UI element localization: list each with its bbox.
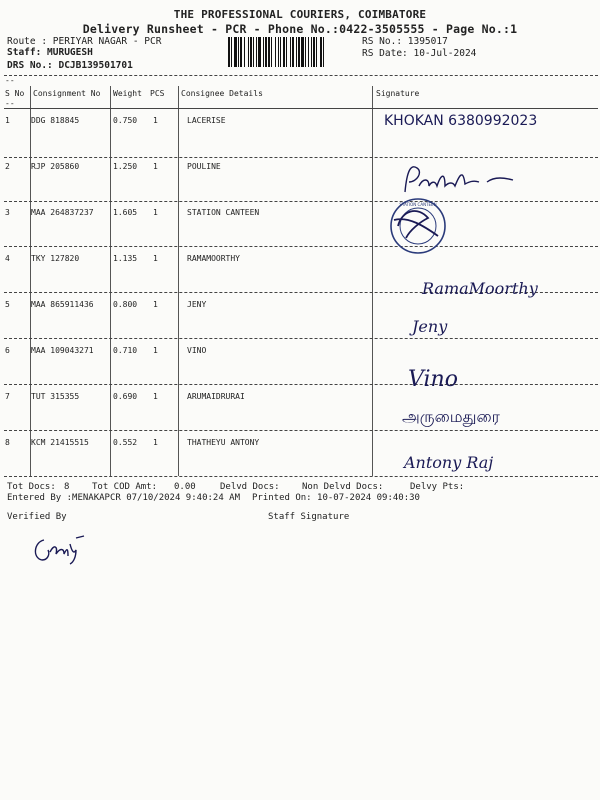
barcode-bar xyxy=(311,37,312,67)
row-weight: 0.800 xyxy=(113,300,138,309)
verifier-signature xyxy=(30,530,90,570)
column-divider xyxy=(30,86,31,476)
barcode-bar xyxy=(244,37,245,67)
company-title: THE PROFESSIONAL COURIERS, COIMBATORE xyxy=(173,8,427,21)
row-weight: 0.552 xyxy=(113,438,138,447)
rs-date: RS Date: 10-Jul-2024 xyxy=(362,48,477,59)
row-pcs: 1 xyxy=(153,162,158,171)
barcode-bar xyxy=(290,37,291,67)
row-consignee: ARUMAIDRURAI xyxy=(187,392,245,401)
staff-text: Staff: MURUGESH xyxy=(7,47,93,58)
row-consignment-no: DDG 818845 xyxy=(31,116,80,125)
row-pcs: 1 xyxy=(153,208,158,217)
row-consignee: LACERISE xyxy=(187,116,226,125)
row-divider xyxy=(4,246,598,247)
row-consignment-no: KCM 21415515 xyxy=(31,438,89,447)
row-consignment-no: MAA 109043271 xyxy=(31,346,94,355)
svg-text:STATION CANTEEN: STATION CANTEEN xyxy=(399,202,437,207)
signature-row-8 xyxy=(402,442,552,482)
row-consignment-no: RJP 205860 xyxy=(31,162,80,171)
column-divider xyxy=(178,86,179,476)
barcode-bar xyxy=(234,37,237,67)
barcode-bar xyxy=(298,37,300,67)
barcode-bar xyxy=(301,37,304,67)
barcode-bar xyxy=(238,37,239,67)
row-sno: 6 xyxy=(5,346,10,355)
row-pcs: 1 xyxy=(153,438,158,447)
signature-row-6 xyxy=(406,358,506,398)
row-pcs: 1 xyxy=(153,300,158,309)
row-consignee: RAMAMOORTHY xyxy=(187,254,240,263)
barcode-bar xyxy=(228,37,230,67)
row-sno: 1 xyxy=(5,116,10,125)
barcode-image xyxy=(228,37,356,67)
barcode-bar xyxy=(253,37,254,67)
row-divider xyxy=(4,384,598,385)
row-pcs: 1 xyxy=(153,116,158,125)
delvy-pts-label: Delvy Pts: xyxy=(410,482,465,492)
barcode-bar xyxy=(305,37,306,67)
row-pcs: 1 xyxy=(153,346,158,355)
entered-by: Entered By :MENAKAPCR 07/10/2024 9:40:24 AM xyxy=(7,493,240,503)
dash-mark: -- xyxy=(5,76,15,85)
tot-cod-value: 0.00 xyxy=(174,482,196,492)
barcode-bar xyxy=(316,37,317,67)
printed-on: Printed On: 10-07-2024 09:40:30 xyxy=(252,493,420,503)
signature-row-8-text: Antony Raj xyxy=(404,453,494,472)
tot-cod-label: Tot COD Amt: xyxy=(92,482,158,492)
row-consignee: VINO xyxy=(187,346,207,355)
barcode-bar xyxy=(313,37,315,67)
row-weight: 0.710 xyxy=(113,346,138,355)
signature-row-7 xyxy=(400,400,530,434)
row-weight: 0.750 xyxy=(113,116,138,125)
barcode-bar xyxy=(292,37,294,67)
signature-row-4-text: RamaMoorthy xyxy=(422,279,538,298)
row-sno: 8 xyxy=(5,438,10,447)
signature-row-5-text: Jeny xyxy=(412,317,448,336)
row-pcs: 1 xyxy=(153,254,158,263)
signature-row-1-text: KHOKAN 6380992023 xyxy=(384,113,538,129)
company-stamp xyxy=(388,196,448,260)
barcode-bar xyxy=(278,37,279,67)
signature-row-6-text: Vino xyxy=(408,367,458,392)
barcode-bar xyxy=(258,37,261,67)
col-pcs: PCS xyxy=(150,89,165,98)
row-consignee: POULINE xyxy=(187,162,221,171)
barcode-bar xyxy=(268,37,270,67)
verified-by-label: Verified By xyxy=(7,512,67,522)
row-sno: 7 xyxy=(5,392,10,401)
row-sno: 4 xyxy=(5,254,10,263)
signature-row-7-text: அருமைதுரை xyxy=(402,407,500,426)
barcode-bar xyxy=(286,37,287,67)
signature-row-4 xyxy=(420,266,580,310)
drs-number: DRS No.: DCJB139501701 xyxy=(7,60,133,71)
tot-docs-label: Tot Docs: xyxy=(7,482,56,492)
barcode-bar xyxy=(248,37,249,67)
barcode-bar xyxy=(323,37,324,67)
row-consignee: THATHEYU ANTONY xyxy=(187,438,260,447)
barcode-bar xyxy=(231,37,232,67)
staff-signature-label: Staff Signature xyxy=(268,512,350,522)
barcode-bar xyxy=(296,37,297,67)
barcode-bar xyxy=(275,37,276,67)
barcode-bar xyxy=(280,37,281,67)
row-sno: 5 xyxy=(5,300,10,309)
row-weight: 1.135 xyxy=(113,254,138,263)
header-row-divider xyxy=(4,108,598,109)
signature-row-5 xyxy=(410,310,490,344)
row-consignment-no: TUT 315355 xyxy=(31,392,80,401)
runsheet-subtitle: Delivery Runsheet - PCR - Phone No.:0422-3505555 - Page No.:1 xyxy=(82,22,518,36)
col-sno: S No xyxy=(5,89,25,98)
row-divider xyxy=(4,338,598,339)
row-consignment-no: TKY 127820 xyxy=(31,254,80,263)
barcode-bar xyxy=(263,37,264,67)
col-weight: Weight xyxy=(113,89,142,98)
barcode-bar xyxy=(320,37,322,67)
col-signature: Signature xyxy=(376,89,420,98)
barcode-bar xyxy=(250,37,252,67)
non-delvd-docs-label: Non Delvd Docs: xyxy=(302,482,384,492)
rs-number: RS No.: 1395017 xyxy=(362,36,448,47)
barcode-bar xyxy=(265,37,267,67)
row-sno: 2 xyxy=(5,162,10,171)
signature-row-1 xyxy=(382,110,538,158)
delvd-docs-label: Delvd Docs: xyxy=(220,482,280,492)
row-consignee: STATION CANTEEN xyxy=(187,208,260,217)
row-sno: 3 xyxy=(5,208,10,217)
col-consignment: Consignment No xyxy=(33,89,101,98)
barcode-bar xyxy=(308,37,309,67)
row-weight: 1.605 xyxy=(113,208,138,217)
header-divider xyxy=(4,75,598,76)
row-weight: 1.250 xyxy=(113,162,138,171)
row-consignment-no: MAA 264837237 xyxy=(31,208,94,217)
row-consignment-no: MAA 865911436 xyxy=(31,300,94,309)
route-text: Route : PERIYAR NAGAR - PCR xyxy=(7,36,162,47)
barcode-bar xyxy=(240,37,242,67)
barcode-bar xyxy=(256,37,257,67)
row-weight: 0.690 xyxy=(113,392,138,401)
tot-docs-value: 8 xyxy=(64,482,70,492)
row-consignee: JENY xyxy=(187,300,207,309)
barcode-bar xyxy=(283,37,285,67)
column-divider xyxy=(110,86,111,476)
row-pcs: 1 xyxy=(153,392,158,401)
dash-mark: -- xyxy=(5,99,15,108)
col-consignee: Consignee Details xyxy=(181,89,263,98)
column-divider xyxy=(372,86,373,476)
barcode-bar xyxy=(271,37,272,67)
